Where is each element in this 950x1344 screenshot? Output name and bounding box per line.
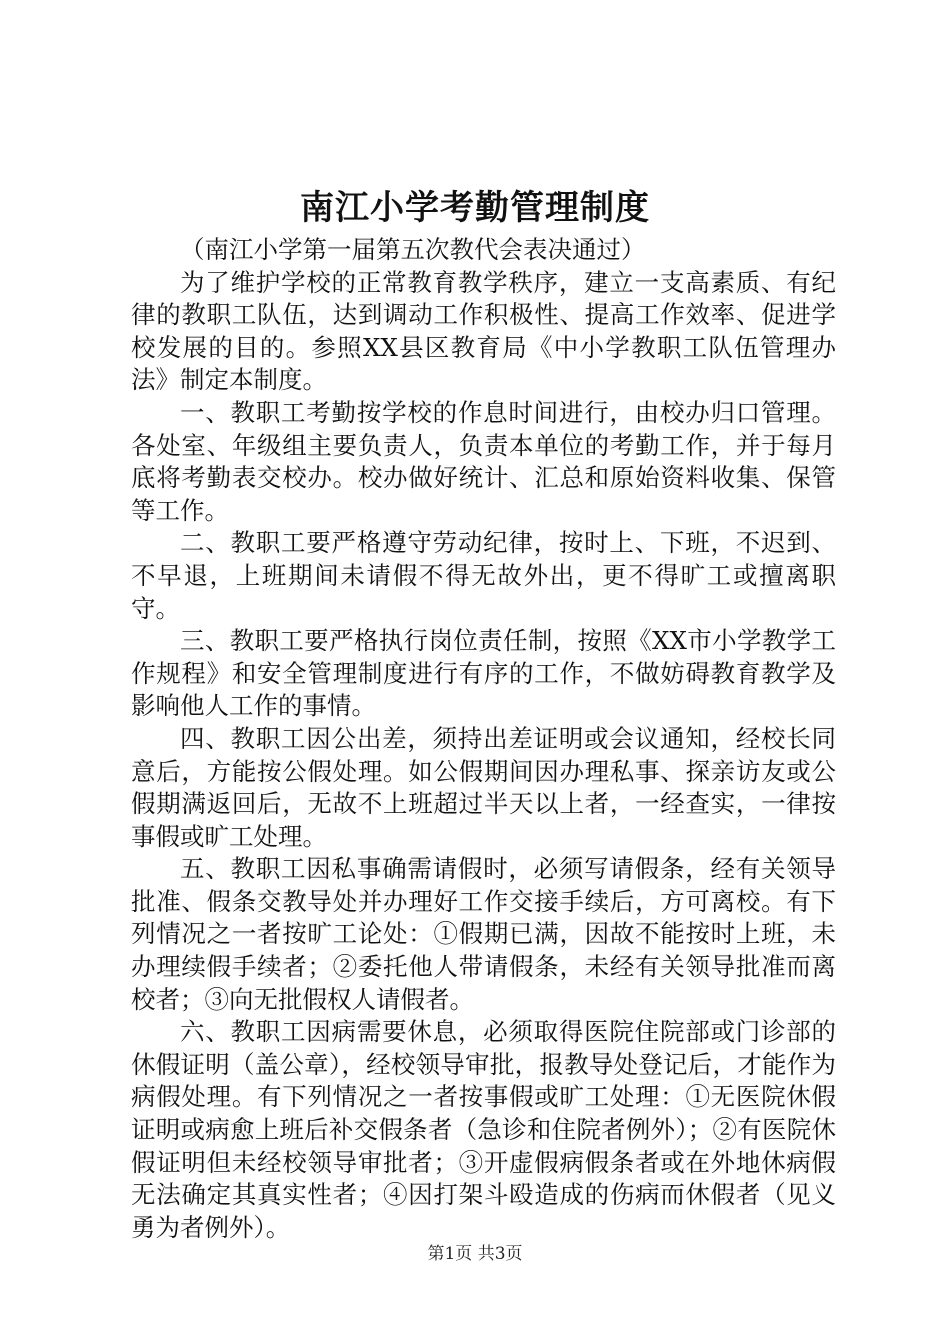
paragraph-article-6: 六、教职工因病需要休息，必须取得医院住院部或门诊部的休假证明（盖公章），经校领导审批，报教导处登记后，才能作为病假处理。有下列情况之一者按事假或旷工处理：①无医院休假证明或病愈上班后补交假条者（急诊和住院者例外）；②有医院休假证明但未经校领导审批者；③开虚假病假条者或在外地休病假无法确定其真实性者；④因打架斗殴造成的伤病而休假者（见义勇为者例外）。 <box>131 1017 836 1242</box>
document-body <box>131 234 836 1244</box>
paragraph-article-2: 二、教职工要严格遵守劳动纪律，按时上、下班，不迟到、不早退，上班期间未请假不得无故外出，更不得旷工或擅离职守。 <box>131 528 836 623</box>
paragraph-article-3: 三、教职工要严格执行岗位责任制，按照《XX市小学教学工作规程》和安全管理制度进行有序的工作，不做妨碍教育教学及影响他人工作的事情。 <box>131 626 836 721</box>
page-number-footer: 第1页 共3页 <box>427 1244 523 1264</box>
subtitle-line: （南江小学第一届第五次教代会表决通过） <box>180 235 646 264</box>
paragraph-intro: 为了维护学校的正常教育教学秩序，建立一支高素质、有纪律的教职工队伍，达到调动工作积极性、提高工作效率、促进学校发展的目的。参照XX县区教育局《中小学教职工队伍管理办法》制定本制度。 <box>131 267 836 395</box>
paragraph-article-5: 五、教职工因私事确需请假时，必须写请假条，经有关领导批准、假条交教导处并办理好工作交接手续后，方可离校。有下列情况之一者按旷工论处：①假期已满，因故不能按时上班，未办理续假手续者；②委托他人带请假条，未经有关领导批准而离校者；③向无批假权人请假者。 <box>131 854 836 1014</box>
paragraph-article-1: 一、教职工考勤按学校的作息时间进行，由校办归口管理。各处室、年级组主要负责人，负责本单位的考勤工作，并于每月底将考勤表交校办。校办做好统计、汇总和原始资料收集、保管等工作。 <box>131 397 836 525</box>
paragraph-article-4: 四、教职工因公出差，须持出差证明或会议通知，经校长同意后，方能按公假处理。如公假期间因办理私事、探亲访友或公假期满返回后，无故不上班超过半天以上者，一经查实，一律按事假或旷工处理。 <box>131 723 836 851</box>
document-title: 南江小学考勤管理制度 <box>300 188 650 228</box>
